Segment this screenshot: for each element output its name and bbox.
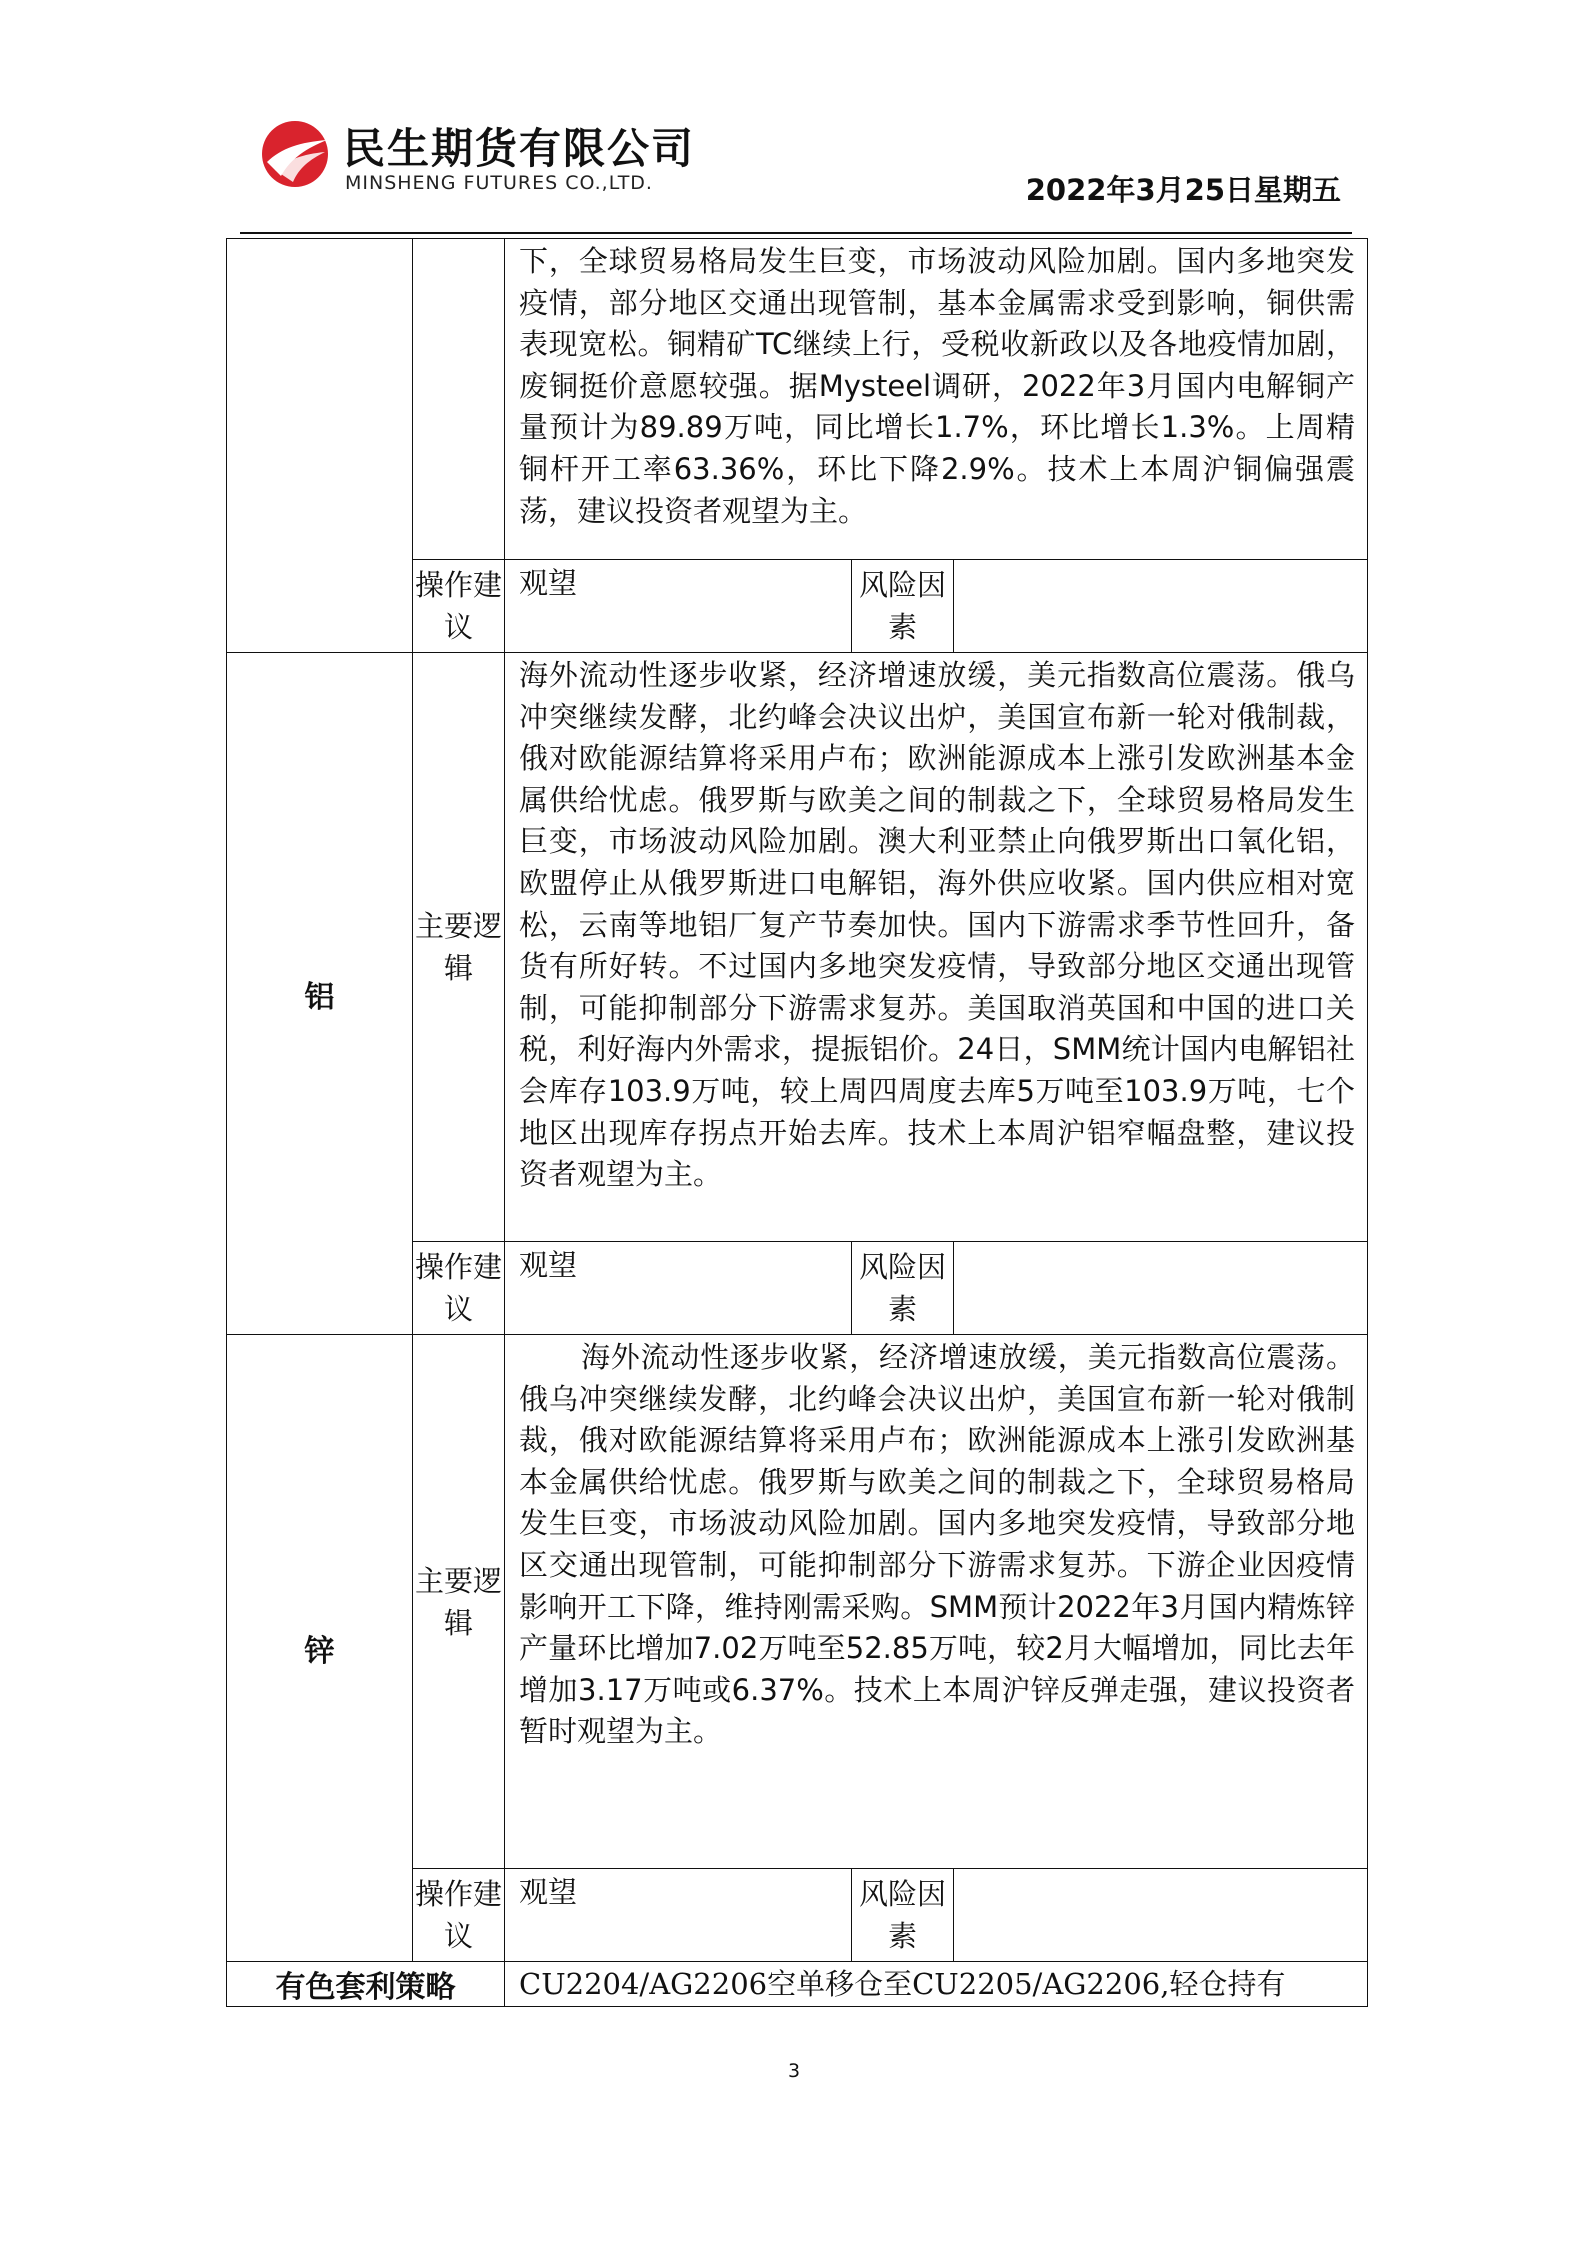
aluminum-logic-label: 主要逻辑 <box>413 653 505 1242</box>
zinc-op-value: 观望 <box>505 1869 852 1962</box>
arbitrage-label: 有色套利策略 <box>227 1962 505 2007</box>
page-header <box>0 0 1588 240</box>
aluminum-name: 铝 <box>227 653 413 1335</box>
copper-logic-text: 下，全球贸易格局发生巨变，市场波动风险加剧。国内多地突发疫情，部分地区交通出现管制，基本金属需求受到影响，铜供需表现宽松。铜精矿TC继续上行，受税收新政以及各地疫情加剧，废铜挺价意愿较强。据Mysteel调研，2022年3月国内电解铜产量预计为89.89万吨，同比增长1.7%，环比增长1.3%。上周精铜杆开工率63.36%，环比下降2.9%。技术上本周沪铜偏强震荡，建议投资者观望为主。 <box>505 239 1368 560</box>
aluminum-risk-value <box>954 1242 1368 1335</box>
zinc-logic-label: 主要逻辑 <box>413 1335 505 1869</box>
copper-risk-label: 风险因素 <box>852 560 954 653</box>
page-number: 3 <box>787 2060 801 2082</box>
zinc-name: 锌 <box>227 1335 413 1962</box>
copper-logic-row <box>227 239 1368 560</box>
zinc-logic-text: 海外流动性逐步收紧，经济增速放缓，美元指数高位震荡。俄乌冲突继续发酵，北约峰会决议出炉，美国宣布新一轮对俄制裁，俄对欧能源结算将采用卢布；欧洲能源成本上涨引发欧洲基本金属供给忧虑。俄罗斯与欧美之间的制裁之下，全球贸易格局发生巨变，市场波动风险加剧。国内多地突发疫情，导致部分地区交通出现管制，可能抑制部分下游需求复苏。下游企业因疫情影响开工下降，维持刚需采购。SMM预计2022年3月国内精炼锌产量环比增加7.02万吨至52.85万吨，较2月大幅增加，同比去年增加3.17万吨或6.37%。技术上本周沪锌反弹走强，建议投资者暂时观望为主。 <box>505 1335 1368 1869</box>
zinc-risk-label: 风险因素 <box>852 1869 954 1962</box>
company-name-en: MINSHENG FUTURES CO.,LTD. <box>345 172 653 194</box>
zinc-risk-value <box>954 1869 1368 1962</box>
aluminum-risk-label: 风险因素 <box>852 1242 954 1335</box>
company-name-cn: 民生期货有限公司 <box>343 124 696 173</box>
aluminum-logic-text: 海外流动性逐步收紧，经济增速放缓，美元指数高位震荡。俄乌冲突继续发酵，北约峰会决议出炉，美国宣布新一轮对俄制裁，俄对欧能源结算将采用卢布；欧洲能源成本上涨引发欧洲基本金属供给忧虑。俄罗斯与欧美之间的制裁之下，全球贸易格局发生巨变，市场波动风险加剧。澳大利亚禁止向俄罗斯出口氧化铝，欧盟停止从俄罗斯进口电解铝，海外供应收紧。国内供应相对宽松，云南等地铝厂复产节奏加快。国内下游需求季节性回升，备货有所好转。不过国内多地突发疫情，导致部分地区交通出现管制，可能抑制部分下游需求复苏。美国取消英国和中国的进口关税，利好海内外需求，提振铝价。24日，SMM统计国内电解铝社会库存103.9万吨，较上周四周度去库5万吨至103.9万吨，七个地区出现库存拐点开始去库。技术上本周沪铝窄幅盘整，建议投资者观望为主。 <box>505 653 1368 1242</box>
arbitrage-row <box>227 1962 1368 2007</box>
header-divider <box>240 232 1352 234</box>
copper-logic-label-cell <box>413 239 505 560</box>
company-logo <box>255 112 725 202</box>
aluminum-logic-row <box>227 653 1368 1242</box>
copper-op-value: 观望 <box>505 560 852 653</box>
minsheng-logo-icon <box>255 118 335 190</box>
copper-risk-value <box>954 560 1368 653</box>
copper-op-label: 操作建议 <box>413 560 505 653</box>
analysis-table <box>226 238 1368 2007</box>
aluminum-op-value: 观望 <box>505 1242 852 1335</box>
copper-name-cell <box>227 239 413 653</box>
zinc-op-label: 操作建议 <box>413 1869 505 1962</box>
zinc-logic-row <box>227 1335 1368 1869</box>
aluminum-op-label: 操作建议 <box>413 1242 505 1335</box>
report-date: 2022年3月25日星期五 <box>1025 173 1341 207</box>
arbitrage-value: CU2204/AG2206空单移仓至CU2205/AG2206,轻仓持有 <box>505 1962 1368 2007</box>
